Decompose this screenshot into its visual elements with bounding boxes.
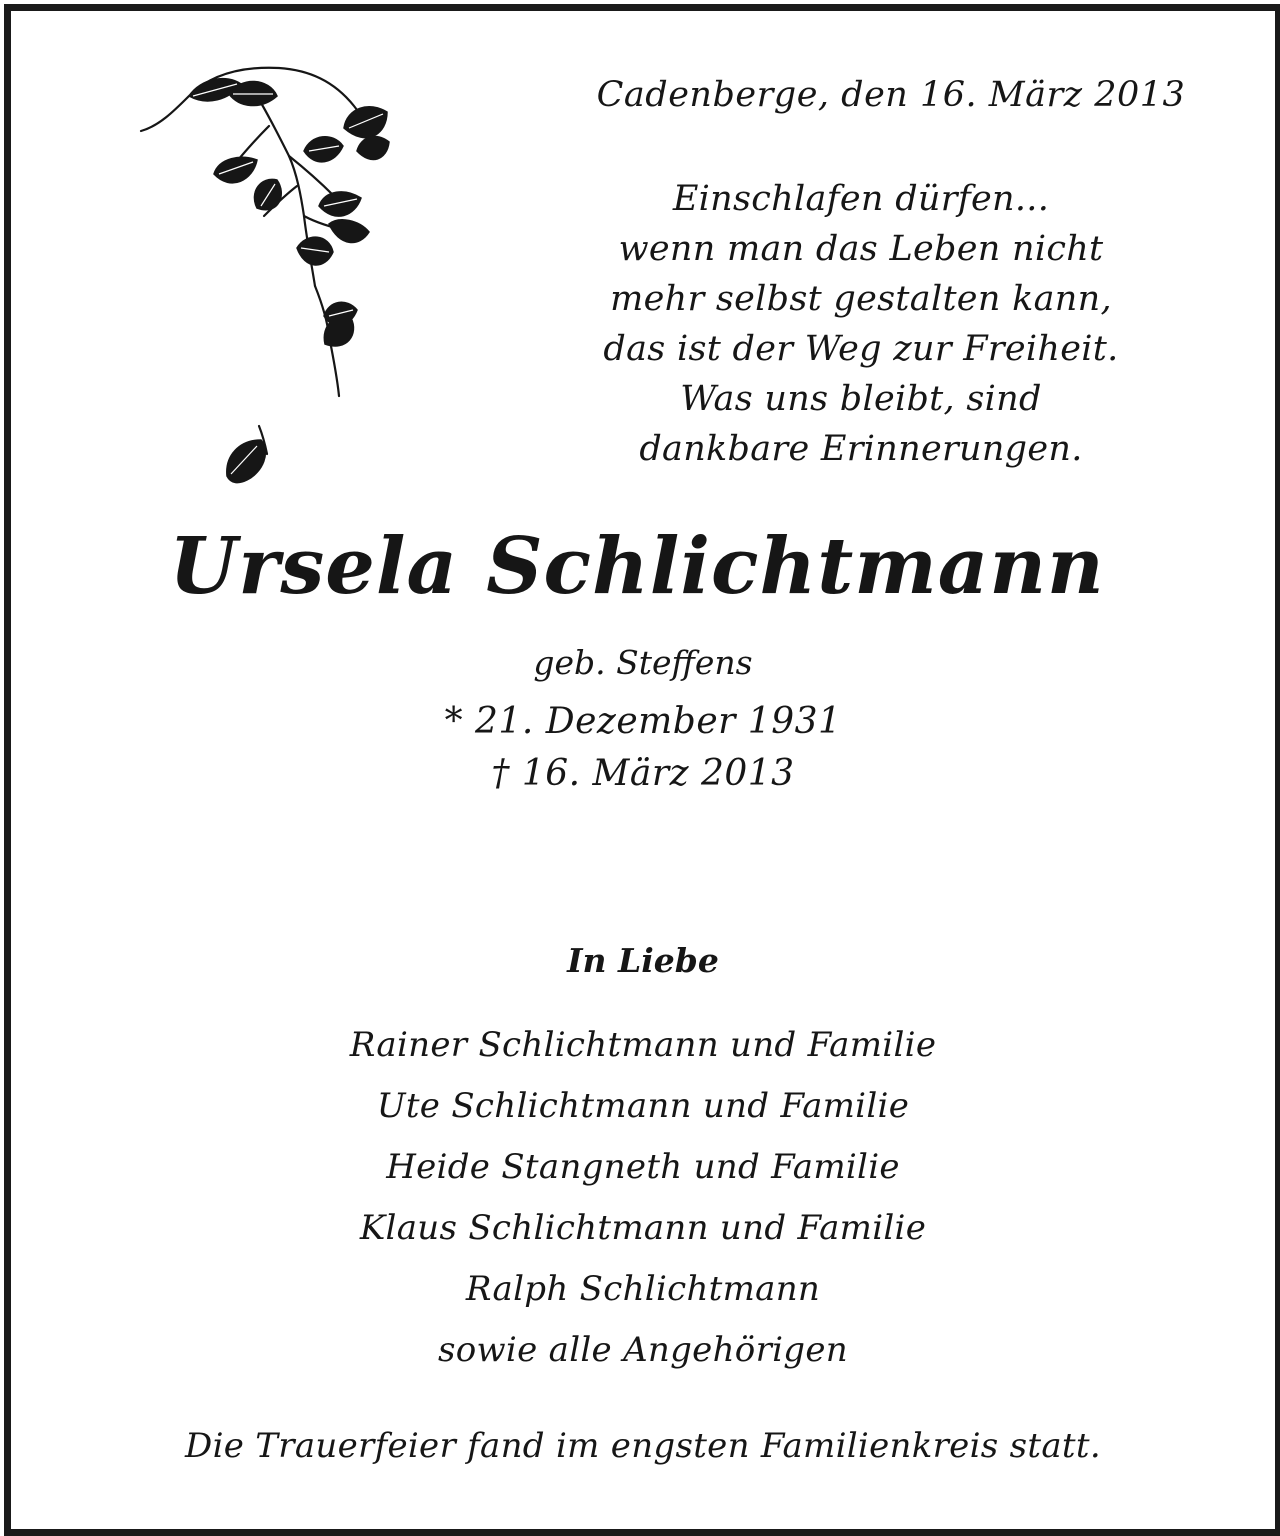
mourner-line: Heide Stangneth und Familie [386, 1147, 900, 1187]
in-love-heading: In Liebe [567, 941, 719, 980]
mourner-line: Ute Schlichtmann und Familie [376, 1086, 910, 1126]
poem-line: Einschlafen dürfen... [672, 179, 1050, 219]
poem-line: wenn man das Leben nicht [618, 229, 1104, 269]
mourner-line: Klaus Schlichtmann und Familie [359, 1208, 927, 1248]
obituary-notice [4, 4, 1280, 1536]
place-date: Cadenberge, den 16. März 2013 [596, 75, 1186, 115]
birth-date: * 21. Dezember 1931 [444, 701, 842, 742]
mourner-line: Ralph Schlichtmann [465, 1269, 821, 1309]
poem-line: Was uns bleibt, sind [680, 379, 1042, 419]
mourner-line: Rainer Schlichtmann und Familie [349, 1025, 937, 1065]
mourners-list [11, 1015, 1275, 1381]
poem [551, 174, 1171, 474]
poem-line: dankbare Erinnerungen. [639, 429, 1083, 469]
maiden-name: geb. Steffens [533, 643, 753, 682]
deceased-name-text: Ursela Schlichtmann [169, 521, 1105, 612]
death-date: † 16. März 2013 [491, 753, 795, 794]
deceased-name [11, 521, 1275, 612]
funeral-service-note: Die Trauerfeier fand im engsten Familienkreis statt. [185, 1426, 1101, 1466]
poem-line: das ist der Weg zur Freiheit. [603, 329, 1119, 369]
birch-branch-leaves-icon [129, 56, 409, 506]
mourner-line: sowie alle Angehörigen [438, 1330, 848, 1370]
poem-line: mehr selbst gestalten kann, [610, 279, 1112, 319]
